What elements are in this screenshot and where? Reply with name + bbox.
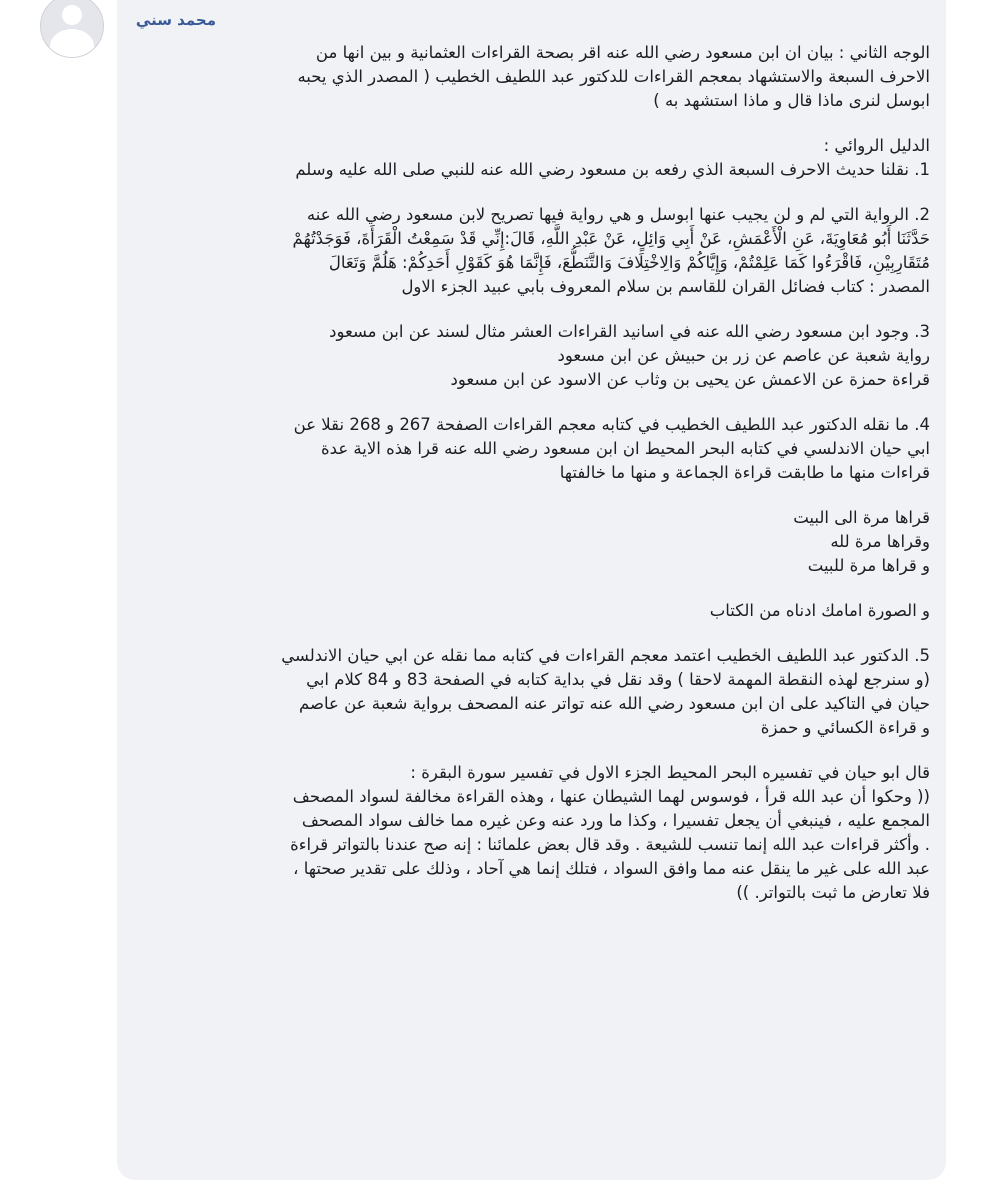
comment-line: قراءات منها ما طابقت قراءة الجماعة و منها ما خالفتها [559, 463, 930, 482]
avatar-silhouette-head [62, 5, 82, 25]
comment-paragraph [140, 320, 930, 392]
comment-line: الاحرف السبعة والاستشهاد بمعجم القراءات للدكتور عبد اللطيف الخطيب ( المصدر الذي يحبه [297, 67, 930, 86]
comment-line: . وأكثر قراءات عبد الله إنما تنسب للشيعة . وقد قال بعض علمائنا : إنه صح عندنا بالتواتر قراءة [290, 835, 930, 854]
comment-paragraph [140, 644, 930, 740]
commenter-avatar[interactable] [40, 0, 104, 58]
comment-line: الوجه الثاني : بيان ان ابن مسعود رضي الله عنه اقر بصحة القراءات العثمانية و بين انها من [315, 43, 930, 62]
comment-paragraph [140, 413, 930, 485]
comment-paragraph [140, 203, 930, 299]
comment-line: فلا تعارض ما ثبت بالتواتر. )) [736, 883, 930, 902]
comment-line: (و سنرجع لهذه النقطة المهمة لاحقا ) وقد نقل في بداية كتابه في الصفحة 83 و 84 كلام ابي [306, 670, 930, 689]
comment-paragraph [140, 41, 930, 113]
comment-line: ابوسل لنرى ماذا قال و ماذا استشهد به ) [653, 91, 930, 110]
comment-line: 2. الرواية التي لم و لن يجيب عنها ابوسل و هي رواية فيها تصريح لابن مسعود رضي الله عنه [306, 205, 930, 224]
comment-line: 3. وجود ابن مسعود رضي الله عنه في اسانيد القراءات العشر مثال لسند عن ابن مسعود [329, 322, 930, 341]
comment-line: قال ابو حيان في تفسيره البحر المحيط الجزء الاول في تفسير سورة البقرة : [410, 763, 930, 782]
comment-paragraph [140, 506, 930, 578]
comment-line: و الصورة امامك ادناه من الكتاب [709, 601, 930, 620]
comment-line: رواية شعبة عن عاصم عن زر بن حبيش عن ابن مسعود [557, 346, 930, 365]
comment-line: و قراها مرة للبيت [807, 556, 930, 575]
comment-line: ابي حيان الاندلسي في كتابه البحر المحيط ان ابن مسعود رضي الله عنه قرا هذه الاية عدة [321, 439, 930, 458]
avatar-silhouette-body [50, 29, 94, 58]
comment-line: الدليل الروائي : [823, 136, 930, 155]
comment-line: عبد الله على غير ما ينقل عنه مما وافق السواد ، فتلك إنما هي آحاد ، وذلك على تقدير صحتها ، [293, 859, 930, 878]
comment-line: 4. ما نقله الدكتور عبد اللطيف الخطيب في كتابه معجم القراءات الصفحة 267 و 268 نقلا عن [293, 415, 930, 434]
comment-line: قراها مرة الى البيت [793, 508, 930, 527]
comment-body [140, 41, 930, 926]
comment-line: المجمع عليه ، فينبغي أن يجعل تفسيرا ، وكذا ما ورد عنه وعن غيره مما خالف سواد المصحف [301, 811, 930, 830]
comment-line: (( وحكوا أن عبد الله قرأ ، فوسوس لهما الشيطان عنها ، وهذه القراءة مخالفة لسواد المصحف [292, 787, 930, 806]
comment-paragraph [140, 761, 930, 905]
comment-line: المصدر : كتاب فضائل القران للقاسم بن سلام المعروف بابي عبيد الجزء الاول [401, 277, 930, 296]
comment-line: وقراها مرة لله [830, 532, 930, 551]
comment-author-name[interactable]: محمد سني [135, 11, 216, 29]
comment-line: و قراءة الكسائي و حمزة [760, 718, 930, 737]
comment-line: قراءة حمزة عن الاعمش عن يحيى بن وثاب عن الاسود عن ابن مسعود [450, 370, 930, 389]
comment-line: حيان في التاكيد على ان ابن مسعود رضي الله عنه تواتر عنه المصحف برواية شعبة عن عاصم [298, 694, 930, 713]
comment-line: مُتَقَارِبِيْنِ، فَاقْرَءُوا كَمَا عَلِمْتُمْ، وَإِيَّاكُمْ وَالِاخْتِلَافَ وَالتَّنَطُّعَ، فَإِنَّمَا هُوَ كَقَوْلِ أَحَدِكُمْ: هَلُمَّ وَتَعَالَ [328, 253, 930, 272]
comment-line: حَدَّثَنَا أَبُو مُعَاوِيَةَ، عَنِ الْأَعْمَشِ، عَنْ أَبِي وَائِلٍ، عَنْ عَبْدِ اللَّهِ، قَالَ:إِنِّي قَدْ سَمِعْتُ الْقَرَأَةَ، فَوَجَدْتُهُمْ [292, 229, 930, 248]
comment-paragraph [140, 134, 930, 182]
comment-paragraph [140, 599, 930, 623]
comment-line: 1. نقلنا حديث الاحرف السبعة الذي رفعه بن مسعود رضي الله عنه للنبي صلى الله عليه وسلم [295, 160, 930, 179]
comment-line: 5. الدكتور عبد اللطيف الخطيب اعتمد معجم القراءات في كتابه مما نقله عن ابي حيان الاندلسي [281, 646, 930, 665]
